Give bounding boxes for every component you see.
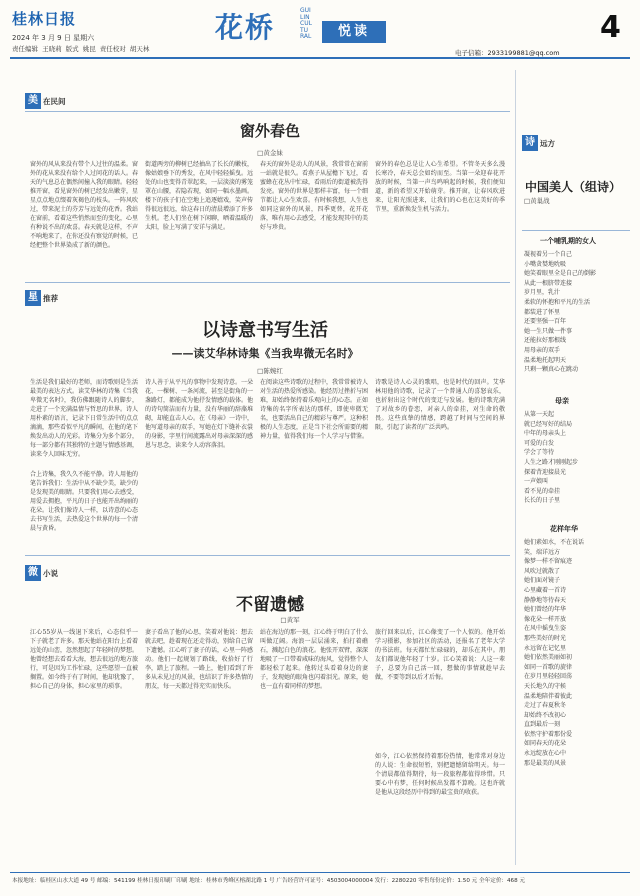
section-title: 花桥 [215, 11, 276, 44]
section-tag: 悦读 [322, 21, 386, 43]
article1-col-3: 春天的窗外是动人的风景，我常常在窗前一站就是很久。看燕子从屋檐下飞过，看蜜蜂在花丛中忙碌，看雨后的街道被洗得发亮。窗外的世界是那样丰富，每一个细节都让人心生欢喜。有时候我想，人生也如同这窗外的风景，四季更替，花开花落，唯有用心去感受，才能发现其中的美好与珍贵。 [260, 161, 368, 231]
sidebar-title: 中国美人（组诗） [525, 180, 622, 194]
article3-col-5: 如今，江心依然保持着那份热情，他常常对身边的人说：生命很短暂，别把遗憾留给明天。每一个清晨都值得期待，每一段旅程都值得珍惜。只要心中有梦，任何时候出发都不算晚。这也许就是他从这段经历中得到的最宝贵的收获。 [375, 753, 505, 796]
page-number: 4 [600, 10, 621, 45]
column-badge-folk [25, 93, 66, 109]
article3-col-3: 站在海边的那一刻，江心终于明白了什么叫做辽阔。海浪一层层涌来，拍打着礁石，溅起白色的浪花。他张开双臂，深深地吸了一口带着咸味的海风，觉得整个人都轻松了起来。他转过头看着身边的妻子，发现她的眼角也闪着泪光。原来，她也一直有着同样的梦想。 [260, 629, 368, 690]
article1-col-2: 街道两旁的柳树已经抽出了长长的嫩枝，像姑娘垂下的秀发，在风中轻轻摇曳。远处的山也变得青翠起来，一层淡淡的雾笼罩在山腰，若隐若现，如同一幅水墨画。楼下的孩子们在空地上追逐嬉戏，笑声传得很远很远，给这春日的清晨增添了许多生机。老人们坐在树下闲聊，晒着温暖的太阳，脸上写满了安详与满足。 [145, 161, 253, 231]
newspaper-logo: 桂林日报 [12, 10, 77, 28]
poem1-title: 一个哺乳期的女人 [540, 236, 596, 245]
badge-label: 推荐 [43, 293, 58, 303]
column-badge-fiction [25, 565, 58, 581]
article2-subtitle: ——读艾华林诗集《当我卑微无名时》 [171, 347, 359, 360]
contact-email: 电子信箱：2933199881@qq.com [455, 49, 560, 57]
article3-col-4: 旅行回来以后，江心像变了一个人似的。他开始学习摄影，参加社区的活动，还报名了老年大学的书法班。每天都忙忙碌碌的，却乐在其中。朋友们都说他年轻了十岁。江心笑着说：人这一辈子，总要为自己活一回，想做的事情就趁早去做，不要等到以后才后悔。 [375, 629, 505, 681]
badge-label: 在民间 [43, 96, 66, 106]
poem1-body: 凝视着另一个自己 小嘴贪婪地吮吸 她笑着眼里全是自己的倒影 从此一根脐带连接 岁月里，乳汁 柔软的怀抱和平凡的生活 都装进了怀里 还要坚强一百年 她一生只做一件事 还能拉好那根线 用母亲的双手 温柔地托起明天 只剩一颗真心在跳动 [524, 251, 597, 374]
article3-col-2: 妻子看出了他的心思，笑着对他说：想去就去吧，趁着现在还走得动，别给自己留下遗憾。江心听了妻子的话，心里一阵感动。他们一起规划了路线，收拾好了行李，踏上了旅程。一路上，他们看到了许多从未见过的风景，也结识了许多热情的朋友，每一天都过得充实而快乐。 [145, 629, 253, 690]
article1-top-rule [25, 111, 510, 112]
badge-label: 远方 [540, 138, 555, 148]
article3-col-1: 江心55岁从一线退下来后，心态似乎一下子就老了许多。那天他站在阳台上看着远处的山峦，忽然想起了年轻时的梦想。他曾经想去看看大海，想去很远的地方旅行，可是因为工作忙碌，这些愿望一直被搁置。如今终于有了时间，他却犹豫了，担心自己的身体，担心家里的琐事。 [30, 629, 138, 690]
poem1-rule [522, 230, 630, 231]
badge-char: 诗 [522, 135, 538, 151]
issue-date: 2024 年 3 月 9 日 星期六 [12, 34, 95, 42]
article3-top-rule [25, 555, 510, 556]
article1-author: □黄金妹 [257, 149, 283, 157]
sidebar-author: □黄巢战 [524, 197, 550, 205]
footer-info: 本报地址：临桂区山水大道 49 号 邮编：541199 桂林日报印刷厂印刷 地址：桂林市秀峰区榕湖北路 1 号 广告经营许可证号：4503004000004 发行：2280220 零售每份定价：1.50 元 全年定价：468 元 [12, 878, 526, 884]
article2-col-2: 诗人善于从平凡的事物中发现诗意。一朵花、一棵树、一条河流，甚至是街角的一盏路灯，都能成为他抒发情感的载体。他的诗句简洁而有力量，没有华丽的辞藻堆砌，却能直击人心。在《母亲》一诗中，他写道母亲的双手，写她在灯下缝补衣裳的身影，字里行间流露出对母亲深深的感恩与思念，读来令人动容落泪。 [145, 379, 253, 449]
article2-author: □陈婉红 [257, 367, 283, 375]
article2-col-1: 生活是我们最好的老师，而诗歌则是生活最美的表达方式。读艾华林的诗集《当我卑微无名时》，我仿佛跟随诗人的脚步，走进了一个充满温情与哲思的世界。诗人用朴素的语言，记录下日常生活中的点点滴滴，那些看似平凡的瞬间，在他的笔下焕发出动人的光彩。诗集分为多个部分，每一部分都有其独特的主题与情感基调，读来令人回味无穷。 [30, 379, 138, 458]
footer-divider [10, 872, 630, 873]
column-badge-poetry [522, 135, 555, 151]
article2-col-3: 在阅读这些诗歌的过程中，我常常被诗人对生活的热爱所感染。他经历过挫折与困难，却始终保持着乐观向上的心态。正如诗集的名字所表达的那样，即使卑微无名，也要活出自己的精彩与尊严。这种积极的人生态度，正是当下社会所需要的精神力量，值得我们每一个人学习与借鉴。 [260, 379, 368, 440]
article1-title: 窗外春色 [239, 122, 300, 140]
poem3-body: 她们素如水，不在说话 笑，端详远方 像梦一样不留痕迹 风吹过就散了 她们面对镜子 心里藏着一首诗 静静地等待春天 她们曾经的年华 像花朵一样开放 在风中摇曳生姿 那些美好的时光 永远留在记忆里 她们依然美丽如初 如同一首歌的旋律 在岁月里轻轻回荡 天长地久的守候 温柔地陪伴着彼此 走过了春夏秋冬 却始终不改初心 直到最后一刻 依然守护着那份爱 如同春天的花朵 永远绽放在心中 那是最美的风景 [524, 539, 585, 767]
badge-char: 微 [25, 565, 41, 581]
article3-title: 不留遗憾 [236, 595, 304, 615]
article2-col-5: 合上诗集，我久久不能平静。诗人用他的笔告诉我们：生活中从不缺少美，缺少的是发现美的眼睛。只要我们用心去感受，用爱去拥抱，平凡的日子也能开出绚丽的花朵。让我们像诗人一样，以诗意的心态去书写生活，去热爱这个世界的每一个清晨与黄昏。 [30, 471, 138, 532]
article1-col-1: 窗外的风从来没有带个人过往的温柔。窗外的花从来没有给个人过问花的话人。春天的气息总在偶然间撞入我的眼睛。轻轻推开窗，看见窗外的树已经发出嫩芽，星星点点地点缀着灰褐色的枝头。一阵风吹过，带来泥土的芬芳与远处的花香。我站在窗前，看着这些悄然而至的变化，心里有种说不出的欢喜。春天就是这样，不声不响地来了，在你还没有察觉的时候，已经把整个世界染成了新的颜色。 [30, 161, 138, 249]
sidebar-divider [515, 70, 516, 865]
column-badge-recommend [25, 290, 58, 306]
article1-col-4: 窗外的春色总是让人心生希望。不管冬天多么漫长寒冷，春天总会如约而至。当第一朵迎春花开放的时候，当第一声鸟鸣响起的时候，我们便知道，新的希望又开始萌芽。推开窗，让春风吹进来，让阳光照进来，让我们的心也在这美好的季节里，重新焕发生机与活力。 [375, 161, 505, 213]
badge-label: 小说 [43, 568, 58, 578]
poem2-body: 从第一天起 就已经写好的结局 中年的母亲头上 可爱的白发 学会了等待 人生之路才刚刚起步 探着背迎接晨光 一声娘叫 看不见的牵挂 长长的日子里 [524, 411, 579, 505]
masthead-divider [10, 57, 630, 59]
poem2-title: 母亲 [555, 396, 569, 405]
poem3-title: 花样年华 [550, 524, 578, 533]
section-english-name: GUILIN CULTURAL [300, 7, 312, 41]
article2-title: 以诗意书写生活 [202, 320, 328, 341]
masthead [0, 0, 640, 62]
editor-credits: 责任编辑 王晓莉 版式 姚昆 责任校对 胡天林 [12, 45, 150, 53]
badge-char: 美 [25, 93, 41, 109]
article2-col-4: 诗歌是诗人心灵的歌唱，也是时代的回声。艾华林用他的诗歌，记录了一个普通人的喜怒哀乐，也折射出这个时代的变迁与发展。他的诗歌充满了对故乡的眷恋，对亲人的牵挂，对生命的敬畏。这些真挚的情感，跨越了时间与空间的界限，引起了读者的广泛共鸣。 [375, 379, 505, 431]
badge-char: 星 [25, 290, 41, 306]
article3-author: □黄军 [280, 616, 300, 624]
article2-top-rule [25, 282, 510, 283]
